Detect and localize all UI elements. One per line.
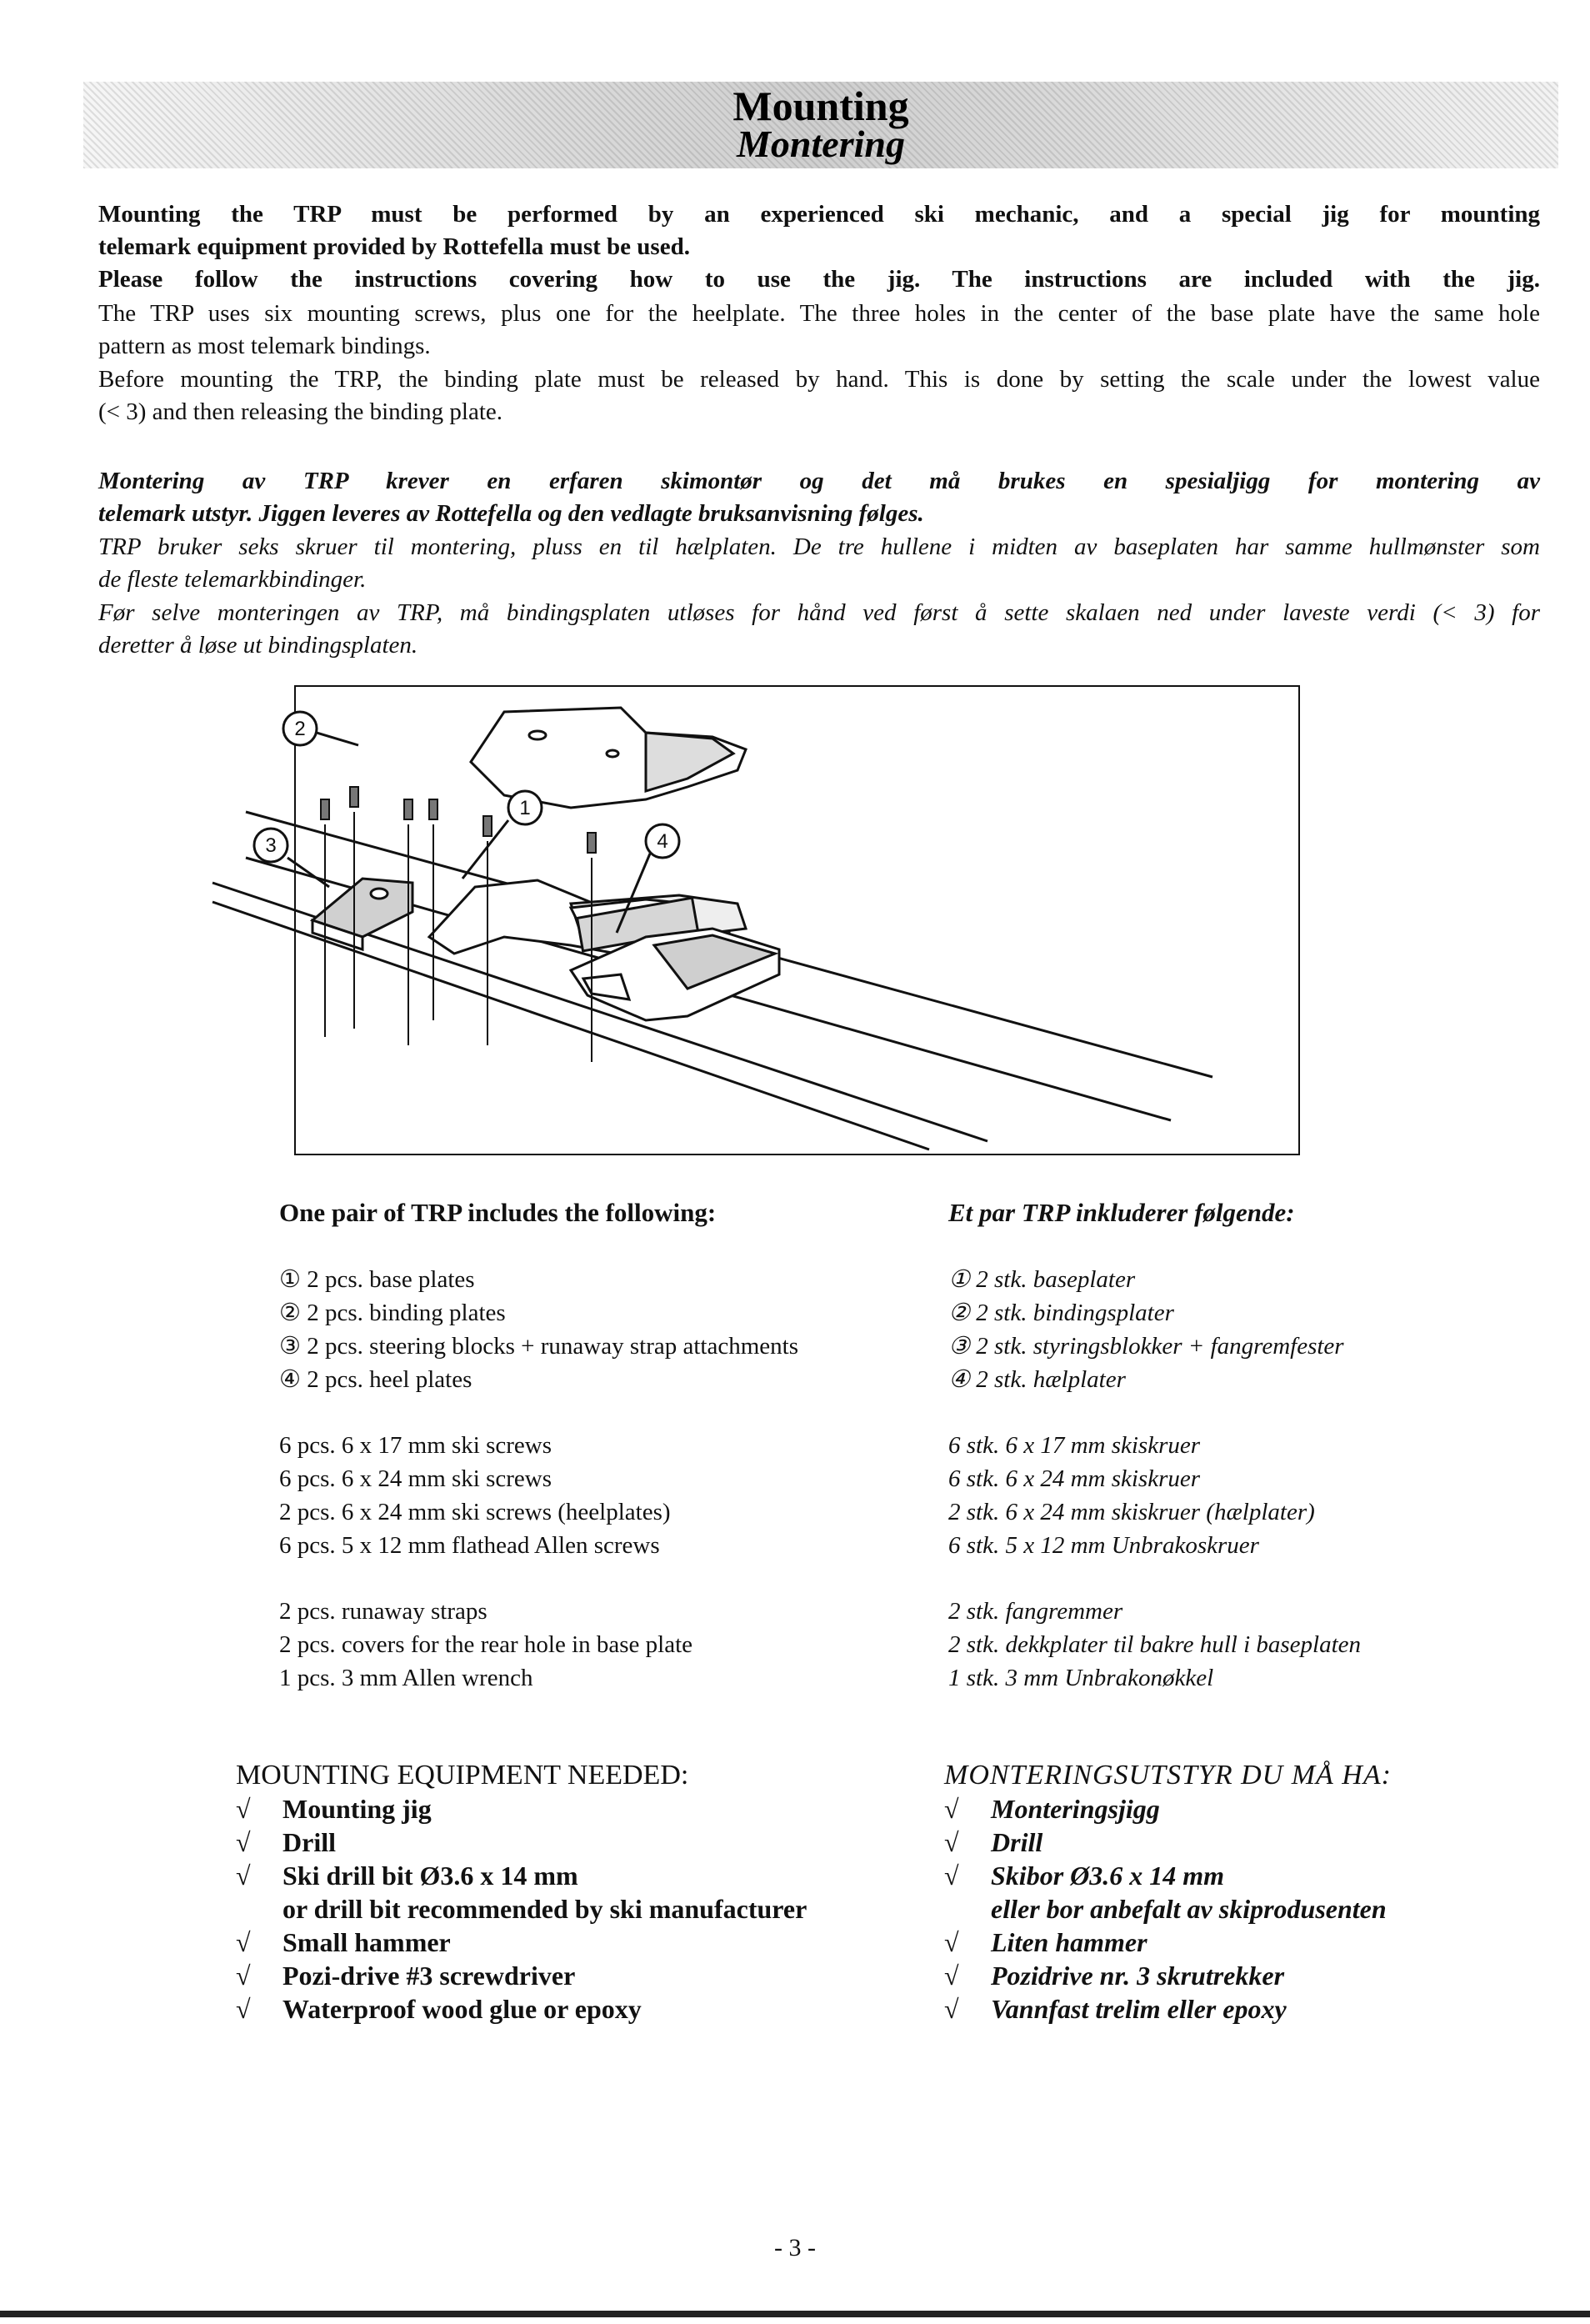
checkmark-icon: √ <box>944 1827 959 1857</box>
list-item: 6 stk. 6 x 24 mm skiskruer <box>948 1465 1201 1492</box>
list-item: ① 2 pcs. base plates <box>279 1266 475 1293</box>
assembly-drawing <box>265 687 1298 1154</box>
intro-no-line-3: TRP bruker seks skruer til montering, pluss en til hælplaten. De tre hullene i midten av baseplaten har samme hullmønster som <box>98 533 1540 560</box>
list-item: ② 2 pcs. binding plates <box>279 1300 506 1326</box>
contents-en-group-1 <box>279 1263 798 1396</box>
callout-3-label: 3 <box>265 834 277 857</box>
list-item: ① 2 stk. baseplater <box>948 1266 1136 1293</box>
intro-en-line-5: pattern as most telemark bindings. <box>98 333 431 359</box>
list-item: ③ 2 stk. styringsblokker + fangremfester <box>948 1333 1344 1360</box>
list-item: 2 pcs. runaway straps <box>279 1598 488 1625</box>
intro-no-line-4: de fleste telemarkbindinger. <box>98 566 367 593</box>
checkmark-icon: √ <box>944 1927 959 1957</box>
contents-no-group-3 <box>948 1595 1361 1695</box>
intro-no-line-5: Før selve monteringen av TRP, må bindingsplaten utløses for hånd ved først å sette skalaen ned under laveste verdi (< 3) for <box>98 599 1540 626</box>
intro-en-line-4: The TRP uses six mounting screws, plus one for the heelplate. The three holes in the center of the base plate have the same hole <box>98 300 1540 327</box>
equipment-item: √ Pozidrive nr. 3 skrutrekker <box>944 1961 1285 1991</box>
list-item: 2 stk. fangremmer <box>948 1598 1123 1625</box>
list-item: 6 stk. 5 x 12 mm Unbrakoskruer <box>948 1532 1259 1559</box>
checkmark-icon: √ <box>236 1994 251 2024</box>
contents-no-group-1 <box>948 1263 1344 1396</box>
intro-no-line-6: deretter å løse ut bindingsplaten. <box>98 632 418 659</box>
title-english: Mounting <box>732 83 909 129</box>
binding-plate <box>471 708 746 808</box>
callout-4-label: 4 <box>657 830 668 853</box>
list-item: 1 pcs. 3 mm Allen wrench <box>279 1665 533 1691</box>
equipment-sub-item: or drill bit recommended by ski manufacturer <box>282 1894 808 1924</box>
list-item: ② 2 stk. bindingsplater <box>948 1300 1174 1326</box>
checkmark-icon: √ <box>236 1961 251 1991</box>
equipment-item: √ Ski drill bit Ø3.6 x 14 mm <box>236 1861 578 1891</box>
equipment-item: √ Waterproof wood glue or epoxy <box>236 1994 642 2024</box>
equipment-sub-item: eller bor anbefalt av skiprodusenten <box>991 1894 1387 1924</box>
equipment-item: √ Vannfast trelim eller epoxy <box>944 1994 1287 2024</box>
list-item: 2 stk. dekkplater til bakre hull i baseplaten <box>948 1631 1362 1658</box>
steering-block <box>312 879 412 949</box>
intro-no-bold-2: telemark utstyr. Jiggen leveres av Rottefella og den vedlagte bruksanvisning følges. <box>98 500 924 527</box>
intro-en-bold-2: telemark equipment provided by Rottefella must be used. <box>98 233 690 260</box>
intro-no-bold-1: Montering av TRP krever en erfaren skimontør og det må brukes en spesialjigg for montering av <box>98 468 1540 494</box>
list-item: ④ 2 stk. hælplater <box>948 1366 1126 1393</box>
contents-en-group-2 <box>279 1429 671 1562</box>
list-item: ④ 2 pcs. heel plates <box>279 1366 472 1393</box>
checkmark-icon: √ <box>944 1861 959 1891</box>
page-number: - 3 - <box>774 2234 816 2261</box>
callout-2-label: 2 <box>294 718 306 740</box>
list-item: 2 stk. 6 x 24 mm skiskruer (hælplater) <box>948 1499 1315 1525</box>
checkmark-icon: √ <box>944 1994 959 2024</box>
list-item: 2 pcs. covers for the rear hole in base plate <box>279 1631 693 1658</box>
list-item: 6 pcs. 6 x 24 mm ski screws <box>279 1465 552 1492</box>
header-banner <box>83 82 1558 168</box>
equipment-item: √ Small hammer <box>236 1927 451 1957</box>
equipment-heading-no: MONTERINGSUTSTYR DU MÅ HA: <box>944 1760 1392 1791</box>
equipment-item: √ Monteringsjigg <box>944 1794 1160 1824</box>
list-item: ③ 2 pcs. steering blocks + runaway strap attachments <box>279 1333 798 1360</box>
title-norwegian: Montering <box>737 123 905 165</box>
intro-en-bold-3: Please follow the instructions covering how to use the jig. The instructions are included with the jig. <box>98 266 1540 293</box>
checkmark-icon: √ <box>944 1961 959 1991</box>
contents-heading-no: Et par TRP inkluderer følgende: <box>948 1198 1295 1227</box>
intro-en-bold-1: Mounting the TRP must be performed by an experienced ski mechanic, and a special jig for mounting <box>98 201 1540 228</box>
callout-1-label: 1 <box>519 797 531 819</box>
equipment-item: √ Pozi-drive #3 screwdriver <box>236 1961 576 1991</box>
checkmark-icon: √ <box>236 1861 251 1891</box>
contents-no-group-2 <box>948 1429 1315 1562</box>
checkmark-icon: √ <box>944 1794 959 1824</box>
equipment-item: √ Drill <box>236 1827 336 1857</box>
intro-en-line-7: (< 3) and then releasing the binding plate. <box>98 398 503 425</box>
equipment-item: √ Drill <box>944 1827 1043 1857</box>
checkmark-icon: √ <box>236 1927 251 1957</box>
equipment-item: √ Liten hammer <box>944 1927 1148 1957</box>
intro-en-line-6: Before mounting the TRP, the binding plate must be released by hand. This is done by setting the scale under the lowest value <box>98 366 1540 393</box>
callout-2-leader <box>317 733 358 745</box>
list-item: 6 pcs. 6 x 17 mm ski screws <box>279 1432 552 1459</box>
equipment-item: √ Skibor Ø3.6 x 14 mm <box>944 1861 1225 1891</box>
contents-en-group-3 <box>279 1595 692 1695</box>
equipment-list-en <box>236 1759 807 2026</box>
list-item: 2 pcs. 6 x 24 mm ski screws (heelplates) <box>279 1499 671 1525</box>
bottom-rule <box>0 2311 1590 2317</box>
equipment-item: √ Mounting jig <box>236 1794 432 1824</box>
list-item: 1 stk. 3 mm Unbrakonøkkel <box>948 1665 1214 1691</box>
equipment-heading-en: MOUNTING EQUIPMENT NEEDED: <box>236 1760 689 1791</box>
contents-heading-en: One pair of TRP includes the following: <box>279 1198 717 1227</box>
checkmark-icon: √ <box>236 1794 251 1824</box>
list-item: 6 pcs. 5 x 12 mm flathead Allen screws <box>279 1532 660 1559</box>
assembly-diagram <box>265 685 1300 1155</box>
equipment-list-no <box>944 1759 1392 2026</box>
checkmark-icon: √ <box>236 1827 251 1857</box>
list-item: 6 stk. 6 x 17 mm skiskruer <box>948 1432 1201 1459</box>
